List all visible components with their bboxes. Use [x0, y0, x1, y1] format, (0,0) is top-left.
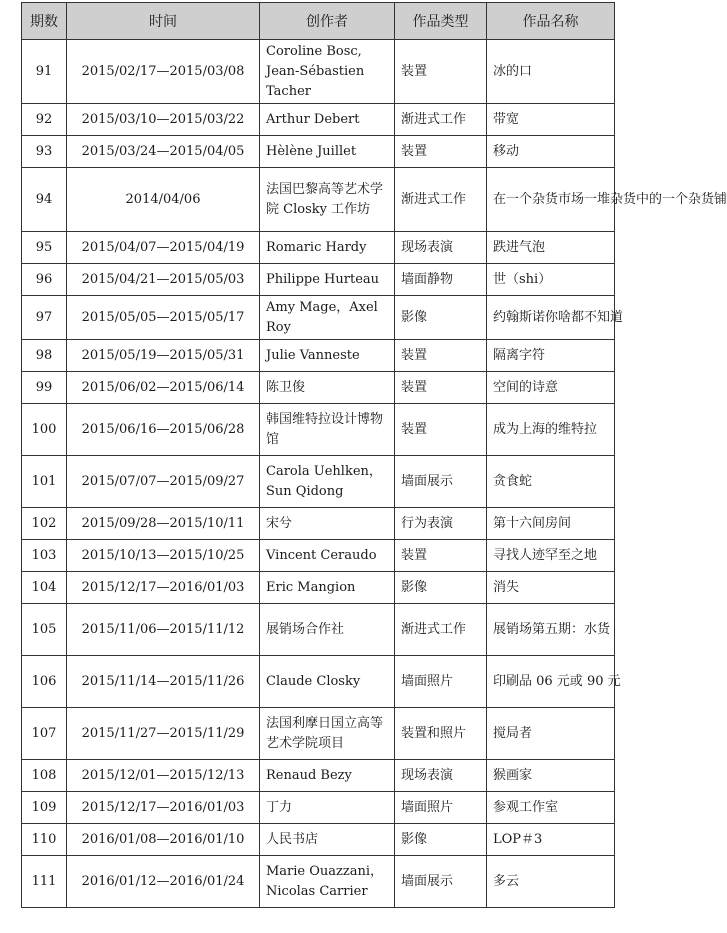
- cell-type: 装置: [395, 40, 487, 104]
- cell-title: 冰的口: [487, 40, 615, 104]
- cell-author: Hèlène Juillet: [260, 136, 395, 168]
- cell-author: Romaric Hardy: [260, 232, 395, 264]
- table-row: [22, 404, 615, 456]
- table-row: [22, 708, 615, 760]
- cell-author: Amy Mage，Axel Roy: [260, 296, 395, 340]
- table-row: [22, 656, 615, 708]
- cell-time: 2015/11/27—2015/11/29: [67, 708, 260, 760]
- cell-type: 行为表演: [395, 508, 487, 540]
- cell-type: 渐进式工作: [395, 604, 487, 656]
- cell-type: 影像: [395, 296, 487, 340]
- cell-title: 隔离字符: [487, 340, 615, 372]
- cell-author: Eric Mangion: [260, 572, 395, 604]
- cell-type: 装置和照片: [395, 708, 487, 760]
- cell-author: Arthur Debert: [260, 104, 395, 136]
- cell-type: 现场表演: [395, 760, 487, 792]
- cell-time: 2015/04/21—2015/05/03: [67, 264, 260, 296]
- table-row: [22, 540, 615, 572]
- table-row: [22, 340, 615, 372]
- cell-issue: 95: [22, 232, 67, 264]
- cell-issue: 105: [22, 604, 67, 656]
- cell-title: 世（shi）: [487, 264, 615, 296]
- cell-issue: 100: [22, 404, 67, 456]
- cell-type: 装置: [395, 540, 487, 572]
- cell-type: 墙面照片: [395, 792, 487, 824]
- cell-time: 2015/06/02—2015/06/14: [67, 372, 260, 404]
- cell-title: 空间的诗意: [487, 372, 615, 404]
- cell-title: 消失: [487, 572, 615, 604]
- cell-title: 跌进气泡: [487, 232, 615, 264]
- cell-time: 2015/04/07—2015/04/19: [67, 232, 260, 264]
- cell-author: 法国利摩日国立高等艺术学院项目: [260, 708, 395, 760]
- cell-time: 2015/05/19—2015/05/31: [67, 340, 260, 372]
- cell-issue: 94: [22, 168, 67, 232]
- column-header-issue: 期数: [22, 3, 67, 40]
- cell-type: 装置: [395, 136, 487, 168]
- cell-time: 2015/06/16—2015/06/28: [67, 404, 260, 456]
- cell-time: 2016/01/08—2016/01/10: [67, 824, 260, 856]
- table-row: [22, 372, 615, 404]
- cell-title: 带宽: [487, 104, 615, 136]
- cell-title: 参观工作室: [487, 792, 615, 824]
- cell-title: 展销场第五期：水货: [487, 604, 615, 656]
- cell-type: 影像: [395, 824, 487, 856]
- cell-title: 移动: [487, 136, 615, 168]
- table-row: [22, 760, 615, 792]
- cell-title: 搅局者: [487, 708, 615, 760]
- cell-issue: 106: [22, 656, 67, 708]
- table-row: [22, 168, 615, 232]
- cell-title: 多云: [487, 856, 615, 908]
- cell-author: 法国巴黎高等艺术学院 Closky 工作坊: [260, 168, 395, 232]
- cell-issue: 109: [22, 792, 67, 824]
- cell-author: 人民书店: [260, 824, 395, 856]
- cell-type: 影像: [395, 572, 487, 604]
- cell-time: 2015/02/17—2015/03/08: [67, 40, 260, 104]
- table-row: [22, 792, 615, 824]
- cell-time: 2015/03/24—2015/04/05: [67, 136, 260, 168]
- table-row: [22, 104, 615, 136]
- cell-issue: 110: [22, 824, 67, 856]
- table-row: [22, 604, 615, 656]
- cell-type: 墙面展示: [395, 456, 487, 508]
- cell-time: 2015/12/17—2016/01/03: [67, 572, 260, 604]
- cell-issue: 93: [22, 136, 67, 168]
- cell-time: 2015/12/17—2016/01/03: [67, 792, 260, 824]
- cell-time: 2016/01/12—2016/01/24: [67, 856, 260, 908]
- table-row: [22, 572, 615, 604]
- cell-title: 在一个杂货市场一堆杂货中的一个杂货铺: [487, 168, 615, 232]
- cell-issue: 97: [22, 296, 67, 340]
- cell-type: 墙面静物: [395, 264, 487, 296]
- cell-type: 装置: [395, 372, 487, 404]
- cell-issue: 98: [22, 340, 67, 372]
- cell-time: 2015/03/10—2015/03/22: [67, 104, 260, 136]
- cell-time: 2015/11/14—2015/11/26: [67, 656, 260, 708]
- table-row: [22, 264, 615, 296]
- cell-time: 2015/11/06—2015/11/12: [67, 604, 260, 656]
- cell-author: Claude Closky: [260, 656, 395, 708]
- exhibition-table: [21, 2, 727, 908]
- column-header-author: 创作者: [260, 3, 395, 40]
- column-header-type: 作品类型: [395, 3, 487, 40]
- cell-author: Julie Vanneste: [260, 340, 395, 372]
- header-row: [22, 3, 615, 40]
- column-header-title: 作品名称: [487, 3, 615, 40]
- cell-time: 2015/10/13—2015/10/25: [67, 540, 260, 572]
- table-row: [22, 508, 615, 540]
- cell-author: Philippe Hurteau: [260, 264, 395, 296]
- cell-issue: 96: [22, 264, 67, 296]
- table-row: [22, 824, 615, 856]
- cell-author: 宋兮: [260, 508, 395, 540]
- cell-author: 陈卫俊: [260, 372, 395, 404]
- cell-title: 第十六间房间: [487, 508, 615, 540]
- cell-issue: 101: [22, 456, 67, 508]
- cell-issue: 107: [22, 708, 67, 760]
- cell-issue: 102: [22, 508, 67, 540]
- cell-type: 墙面展示: [395, 856, 487, 908]
- table-row: [22, 296, 615, 340]
- cell-author: Marie Ouazzani，Nicolas Carrier: [260, 856, 395, 908]
- cell-issue: 108: [22, 760, 67, 792]
- cell-author: 展销场合作社: [260, 604, 395, 656]
- cell-type: 装置: [395, 404, 487, 456]
- cell-type: 墙面照片: [395, 656, 487, 708]
- cell-type: 渐进式工作: [395, 104, 487, 136]
- cell-issue: 99: [22, 372, 67, 404]
- exhibition-table-container: [21, 2, 727, 908]
- cell-type: 装置: [395, 340, 487, 372]
- cell-title: 约翰斯诺你啥都不知道: [487, 296, 615, 340]
- cell-title: 印刷品 06 元或 90 元: [487, 656, 615, 708]
- cell-author: 丁力: [260, 792, 395, 824]
- cell-type: 渐进式工作: [395, 168, 487, 232]
- cell-time: 2014/04/06: [67, 168, 260, 232]
- cell-issue: 104: [22, 572, 67, 604]
- cell-title: 猴画家: [487, 760, 615, 792]
- cell-author: Carola Uehlken，Sun Qidong: [260, 456, 395, 508]
- column-header-time: 时间: [67, 3, 260, 40]
- cell-author: Coroline Bosc, Jean-Sébastien Tacher: [260, 40, 395, 104]
- table-row: [22, 136, 615, 168]
- cell-issue: 91: [22, 40, 67, 104]
- cell-time: 2015/12/01—2015/12/13: [67, 760, 260, 792]
- table-row: [22, 40, 615, 104]
- table-body: [22, 40, 727, 908]
- cell-type: 现场表演: [395, 232, 487, 264]
- cell-title: LOP＃3: [487, 824, 615, 856]
- cell-author: Vincent Ceraudo: [260, 540, 395, 572]
- cell-title: 贪食蛇: [487, 456, 615, 508]
- cell-title: 寻找人迹罕至之地: [487, 540, 615, 572]
- cell-time: 2015/05/05—2015/05/17: [67, 296, 260, 340]
- table-row: [22, 232, 615, 264]
- cell-issue: 111: [22, 856, 67, 908]
- table-row: [22, 456, 615, 508]
- cell-time: 2015/09/28—2015/10/11: [67, 508, 260, 540]
- table-row: [22, 856, 615, 908]
- cell-title: 成为上海的维特拉: [487, 404, 615, 456]
- cell-author: 韩国维特拉设计博物馆: [260, 404, 395, 456]
- cell-time: 2015/07/07—2015/09/27: [67, 456, 260, 508]
- cell-issue: 92: [22, 104, 67, 136]
- cell-issue: 103: [22, 540, 67, 572]
- cell-author: Renaud Bezy: [260, 760, 395, 792]
